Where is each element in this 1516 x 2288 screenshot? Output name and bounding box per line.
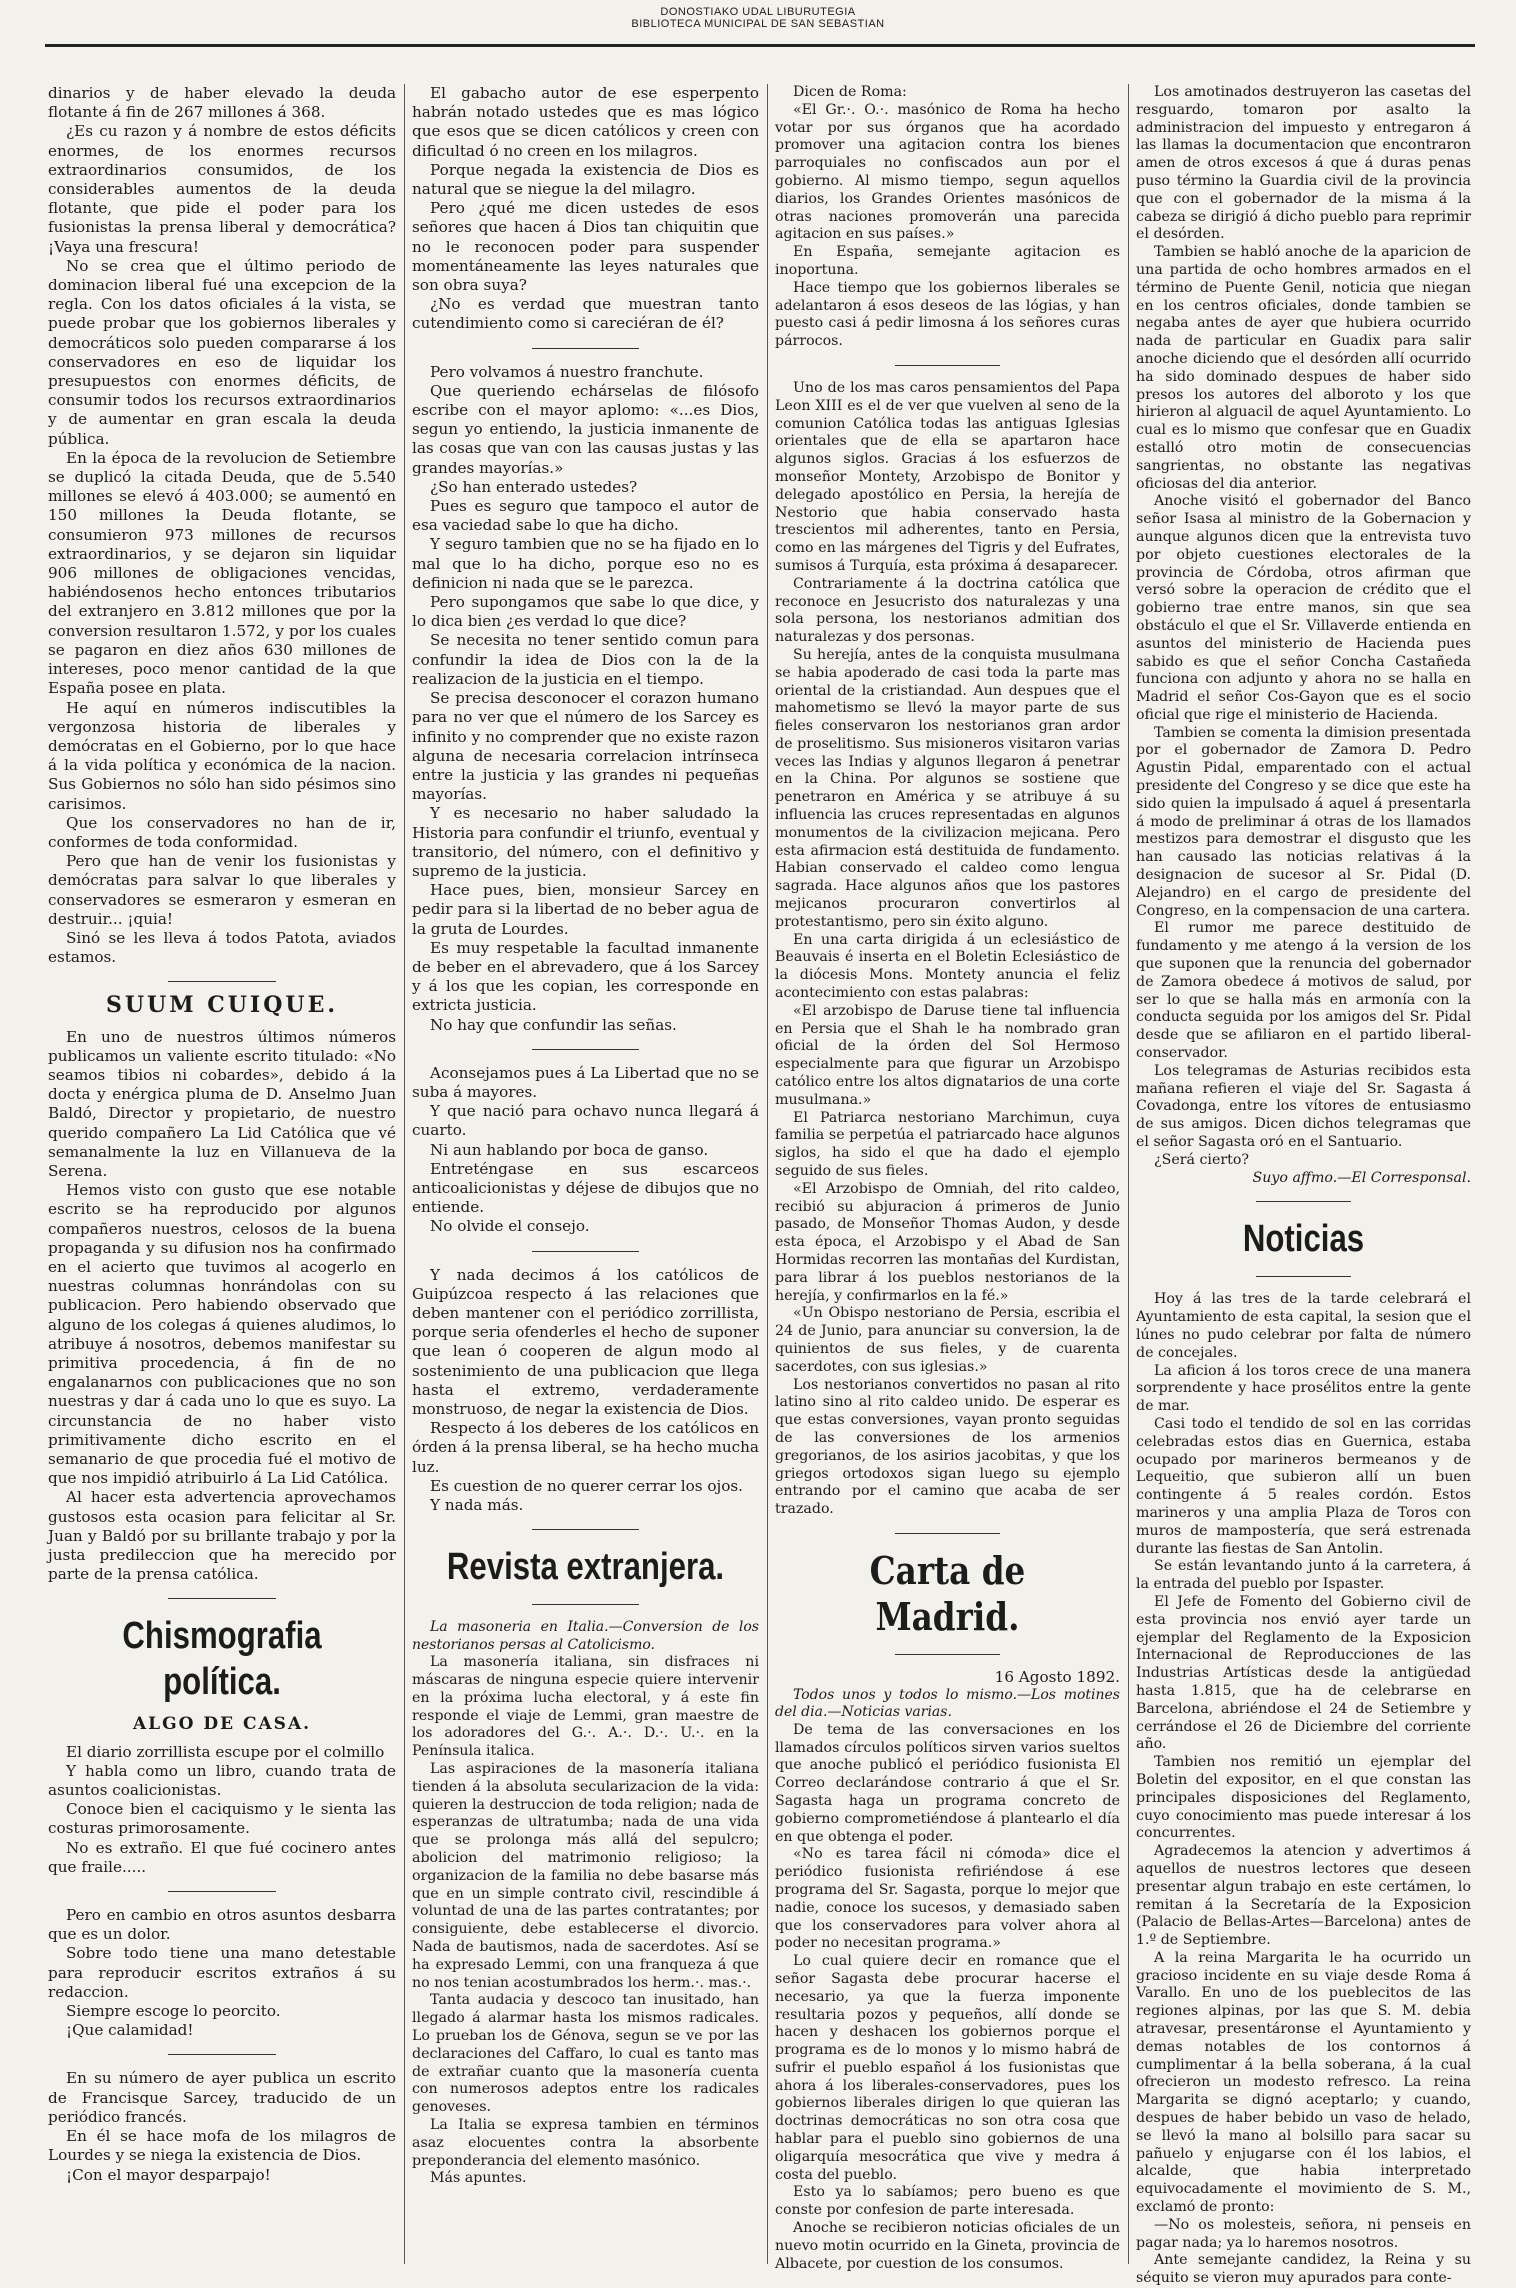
column-3 (775, 84, 1120, 2272)
paragraph: Contrariamente á la doctrina católica que reconoce en Jesucristo dos naturalezas y una sola persona, los nestorianos admitian dos naturalezas y dos personas. (775, 575, 1120, 646)
paragraph: Sobre todo tiene una mano detestable para reproducir escritos extraños á su redaccion. (48, 1944, 396, 2001)
paragraph: Hace pues, bien, monsieur Sarcey en pedir para si la libertad de no beber agua de la gruta de Lourdes. (412, 881, 759, 938)
column-divider (767, 84, 768, 2264)
library-name-spanish: BIBLIOTECA MUNICIPAL DE SAN SEBASTIAN (631, 18, 885, 30)
paragraph: Pero volvamos á nuestro franchute. (430, 362, 704, 381)
paragraph: El diario zorrillista escupe por el colmillo (66, 1742, 385, 1761)
paragraph: No se crea que el último periodo de dominacion liberal fué una excepcion de la regla. Con los datos oficiales á la vista, se puede probar que los gobiernos liberales y democráticos solo pueden compararse á los conservadores en eso de liquidar los presupuestos con enormes déficits, de consumir todos los recursos extraordinarios y de aumentar en gran escala la deuda pública. (48, 256, 396, 448)
paragraph: De tema de las conversaciones en los llamados círculos políticos sirven varios sueltos que anoche publicó el periódico fusionista El Correo declarándose contrario á que el Sr. Sagasta haga un programa concreto de gobierno comprometiéndose á plantearlo el día en que obtenga el poder. (775, 1721, 1120, 1845)
paragraph: La aficion á los toros crece de una manera sorprendente y hace prosélitos entre la gente de mar. (1136, 1362, 1471, 1415)
paragraph: Aconsejamos pues á La Libertad que no se suba á mayores. (412, 1063, 759, 1101)
separator (532, 348, 639, 349)
paragraph: En una carta dirigida á un eclesiástico de Beauvais é inserta en el Boletin Eclesiástico de la diócesis Mons. Montety anuncia el feliz acontecimiento con estas palabras: (775, 931, 1120, 1002)
paragraph: Siempre escoge lo peorcito. (66, 2002, 281, 2021)
paragraph: ¿Es cu razon y á nombre de estos déficits enormes, de los enormes recursos extraordinarios consumidos, de los considerables aumentos de la deuda flotante, que pide el poder para los fusionistas la prensa liberal y democrática? ¡Vaya una frescura! (48, 122, 396, 256)
top-rule (45, 44, 1475, 47)
separator (168, 2054, 276, 2055)
paragraph: Conoce bien el caciquismo y le sienta las costuras primorosamente. (48, 1800, 396, 1838)
paragraph: Casi todo el tendido de sol en las corridas celebradas estos dias en Guernica, estaba ocupado por marineros bermeanos y de Lequeitio, que subieron allí un buen contingente á 5 reales cordón. Estos marineros y una amplia Plaza de Toros con muros de mampostería, que será estrenada durante las fiestas de San Antolin. (1136, 1415, 1471, 1557)
paragraph: Y seguro tambien que no se ha fijado en lo mal que lo ha dicho, porque eso no es definicion ni nada que se le parezca. (412, 535, 759, 592)
paragraph: Pero ¿qué me dicen ustedes de esos señores que hacen á Dios tan chiquitin que no le reconocen poder para suspender momentáneamente las leyes naturales que son obra suya? (412, 199, 759, 295)
paragraph: En él se hace mofa de los milagros de Lourdes y se niega la existencia de Dios. (48, 2127, 396, 2165)
paragraph: No olvide el consejo. (430, 1217, 590, 1236)
paragraph: Hoy á las tres de la tarde celebrará el Ayuntamiento de esta capital, la sesion que el lúnes no pudo celebrar por falta de número de concejales. (1136, 1291, 1471, 1361)
paragraph: Dicen de Roma: (793, 84, 907, 100)
paragraph: «No es tarea fácil ni cómoda» dice el periódico fusionista refiriéndose á ese programa del Sr. Sagasta, porque lo mejor que nadie, conoce los sucesos, y demasiado saben que los conservadores para volver ahora al poder no necesitan programa.» (775, 1846, 1120, 1952)
separator (168, 1598, 276, 1599)
paragraph: Que los conservadores no han de ir, conformes de toda conformidad. (48, 813, 396, 851)
paragraph: Los amotinados destruyeron las casetas del resguardo, tomaron por asalto la administracion del impuesto y entregaron á las llamas la documentacion que encontraron amen de otros excesos á que á duras penas puso término la Guardia civil de la provincia que con el gobernador de la misma á la cabeza se dirigió á dicho pueblo para reprimir el desórden. (1136, 84, 1471, 243)
separator (1256, 1276, 1351, 1277)
column-divider (1128, 84, 1129, 2264)
paragraph: En la época de la revolucion de Setiembre se duplicó la citada Deuda, que de 5.540 millones se elevó á 403.000; se aumentó en 150 millones la Deuda flotante, se consumieron 973 millones de recursos extraordinarios, y se dejaron sin liquidar 906 millones de obligaciones vencidas, habiéndosenos hecho entonces tributarios del extranjero en 3.812 millones que por la conversion resultaron 1.572, y por los cuales se pagaron en diez años 630 millones de intereses, poco menor cantidad de la que España posee en plata. (48, 448, 396, 698)
article-summary: La masoneria en Italia.—Conversion de los nestorianos persas al Catolicismo. (412, 1619, 759, 1653)
paragraph: Los nestorianos convertidos no pasan al rito latino sino al rito caldeo unido. De esperar es que estas conversiones, vayan pronto seguidas de las conversiones de los armenios gregorianos, de los asirios jacobitas, y que los griegos ortodoxos sigan luego su ejemplo entrando por el camino que acaba de ser trazado. (775, 1376, 1120, 1518)
dateline: 16 Agosto 1892. (994, 1667, 1120, 1686)
paragraph: Lo cual quiere decir en romance que el señor Sagasta debe procurar hacerse el necesario, ya que la fuerza imponente resultaria pozos y pequeños, allí donde se hacen y deshacen los gobiernos porque el programa es de lo monos y lo mismo habrá de sufrir el pueblo español á los fusionistas que ahora á los liberales-conservadores, pues los gobiernos liberales dirigen lo que quieran las doctrinas democráticas no son otra cosa que hablar para el pueblo sino gobiernos de una oligarquía mesocrática que vive y medra á costa del pueblo. (775, 1953, 1120, 2183)
paragraph: No hay que confundir las señas. (430, 1015, 677, 1034)
paragraph: Pero que han de venir los fusionistas y demócratas para salvar lo que liberales y conservadores se esmeraron y esmeran en destruir... ¡quia! (48, 852, 396, 928)
paragraph: Y es necesario no haber saludado la Historia para confundir el triunfo, eventual y transitorio, del número, con el definitivo y supremo de la justicia. (412, 804, 759, 880)
paragraph: Hemos visto con gusto que ese notable escrito se ha reproducido por algunos compañeros nuestros, celosos de la buena propaganda y su difusion nos ha confirmado en el acierto que tuvimos al acogerlo en nuestras columnas honrándolas con su publicacion. Pero habiendo observado que alguno de los colegas á quienes aludimos, lo atribuye á nosotros, debemos manifestar su primitiva procedencia, á fin de no engalanarnos con publicaciones que no son nuestras y dar á cada uno lo que es suyo. La circunstancia de no haber visto primitivamente dicho escrito en el semanario de que procedia fué el motivo de que nos impidió atribuirlo á La Lid Católica. (48, 1181, 396, 1488)
separator (532, 1049, 639, 1050)
paragraph: Se están levantando junto á la carretera, á la entrada del pueblo por Ispaster. (1136, 1558, 1471, 1593)
paragraph: Y que nació para ochavo nunca llegará á cuarto. (412, 1102, 759, 1140)
paragraph: Y nada más. (430, 1496, 524, 1515)
paragraph: «Un Obispo nestoriano de Persia, escribia el 24 de Junio, para anunciar su conversion, la de quinientos de sus fieles, y de cuarenta sacerdotes, con sus iglesias.» (775, 1305, 1120, 1375)
separator (895, 365, 1000, 366)
column-4 (1136, 84, 1471, 2287)
paragraph: No es extraño. El que fué cocinero antes que fraile..... (48, 1838, 396, 1876)
separator (532, 1604, 639, 1605)
paragraph: La Italia se expresa tambien en términos asaz elocuentes contra la absorbente preponderancia del elemento masónico. (412, 2116, 759, 2169)
paragraph: ¿So han enterado ustedes? (430, 477, 638, 496)
paragraph: A la reina Margarita le ha ocurrido un gracioso incidente en su viaje desde Roma á Varallo. En uno de los pueblecitos de las regiones alpinas, por las que S. M. debia atravesar, presentáronse el Ayuntamiento y demas notables de los contornos á cumplimentar á la bella soberana, á la cual ofrecieron un modesto refresco. La reina Margarita se dignó aceptarlo; y cuando, despues de haber bebido un vaso de helado, se llevó la mano al bolsillo para sacar su pañuelo y enjugarse con él los labios, el alcalde, que habia interpretado equivocadamente el movimiento de S. M., exclamó de pronto: (1136, 1949, 1471, 2216)
paragraph: Los telegramas de Asturias recibidos esta mañana refieren el viaje del Sr. Sagasta á Covadonga, entre los vítores de entusiasmo de sus amigos. Dicen dichos telegramas que el señor Sagasta oró en el Santuario. (1136, 1062, 1471, 1151)
paragraph: «El arzobispo de Daruse tiene tal influencia en Persia que el Shah le ha nombrado gran oficial de la órden del Sol Hermoso especialmente para que figurar un Arzobispo católico entre los altos dignatarios de una corte musulmana.» (775, 1002, 1120, 1108)
column-1 (48, 84, 396, 2264)
section-title-suum-cuique: SUUM CUIQUE. (105, 992, 339, 1019)
paragraph: Agradecemos la atencion y advertimos á aquellos de nuestros lectores que deseen presentar algun trabajo en este certámen, lo remitan á la Secretaría de la Exposicion (Palacio de Bellas-Artes—Barcelona) antes de 1.º de Septiembre. (1136, 1843, 1471, 1949)
paragraph: Su herejía, antes de la conquista musulmana se habia apoderado de casi toda la parte mas oriental de la cristiandad. Aun despues que el mahometismo se llevó la mayor parte de sus fieles conservaron los nestorianos gran ardor de proselitismo. Sus misioneros visitaron varias veces las Indias y algunos llegaron á penetrar en la China. Por algunos se sostiene que penetraron en América y se atribuye á su influencia las cruces representadas en algunos monumentos de la civilizacion mejicana. Pero esta afirmacion está destituida de fundamento. Habian conservado el caldeo como lengua sagrada. Hace algunos años que los pastores mejicanos procuraron convertirlos al protestantismo, pero sin éxito alguno. (775, 646, 1120, 930)
separator (168, 981, 276, 982)
section-title-noticias: Noticias (1242, 1218, 1365, 1261)
library-name-basque: DONOSTIAKO UDAL LIBURUTEGIA (660, 6, 856, 18)
separator (895, 1533, 1000, 1534)
section-title-carta-de-madrid: Carta de Madrid. (869, 1547, 1026, 1639)
paragraph: Pues es seguro que tampoco el autor de esa vaciedad sabe lo que ha dicho. (412, 497, 759, 535)
paragraph: Entreténgase en sus escarceos anticoalicionistas y déjese de dibujos que no entiende. (412, 1159, 759, 1217)
paragraph: El gabacho autor de ese esperpento habrán notado ustedes que es mas lógico que esos que se dicen católicos y creen con dificultad ó no creen en los milagros. (412, 84, 759, 160)
paragraph: Tambien se habló anoche de la aparicion de una partida de ocho hombres armados en el término de Puente Genil, noticia que niegan en los centros oficiales, donde tambien se negaba antes de ayer que hubiera ocurrido nada de particular en Guadix para salir anoche diciendo que el desórden allí ocurrido ha sido dominado despues de haber sido presos los autores del alboroto y los que hirieron al alguacil de aquel Ayuntamiento. Lo cual es lo mismo que confesar que en Guadix estalló otro motin de consecuencias sangrientas, no obstante las negativas oficiosas del dia anterior. (1136, 244, 1471, 492)
separator (1256, 1201, 1351, 1202)
paragraph: Sinó se les lleva á todos Patota, aviados estamos. (48, 928, 396, 967)
separator (168, 1891, 276, 1892)
paragraph: He aquí en números indiscutibles la vergonzosa historia de liberales y demócratas en el Gobierno, por lo que hace á la vida política y económica de la nacion. Sus Gobiernos no sólo han sido pésimos sino carisimos. (48, 698, 396, 813)
paragraph: Se necesita no tener sentido comun para confundir la idea de Dios con la de la realizacion de la justicia en el tiempo. (412, 631, 759, 688)
paragraph: «El Arzobispo de Omniah, del rito caldeo, recibió su abjuracion á primeros de Junio pasado, de Monseñor Thomas Audon, y desde esta época, el Arzobispo y el Abad de San Hormidas recorren las montañas del Kurdistan, para librar á los pueblos nestorianos de la herejía, y confirmarlos en la fé.» (775, 1180, 1120, 1304)
separator (895, 1654, 1000, 1655)
separator (532, 1251, 639, 1252)
paragraph: Más apuntes. (430, 2170, 527, 2187)
paragraph: El rumor me parece destituido de fundamento y me atengo á la version de los que suponen que la renuncia del gobernador de Zamora obedece á motivos de salud, por ser lo que se halla más en armonía con la conducta seguida por los amigos del Sr. Pidal desde que se afiliaron en el partido liberal-conservador. (1136, 920, 1471, 1062)
paragraph: Respecto á los deberes de los católicos en órden á la prensa liberal, se ha hecho mucha luz. (412, 1419, 759, 1476)
paragraph: El Jefe de Fomento del Gobierno civil de esta provincia nos envió ayer tarde un ejemplar del Reglamento de la Exposicion Internacional de Reproducciones de las Industrias Artísticas desde la antigüedad hasta 1.815, que ha de celebrarse en Barcelona, abriéndose el 24 de Setiembre y cerrándose el 26 de Diciembre del corriente año. (1136, 1593, 1471, 1753)
section-title-chismografia: Chismografia política. (122, 1615, 322, 1704)
paragraph: La masonería italiana, sin disfraces ni máscaras de ninguna especie quiere intervenir en la próxima lucha electoral, y á este fin responde el viaje de Lemmi, gran maestre de los adoradores del G.·. A.·. D.·. U.·. en la Península italica. (412, 1654, 759, 1760)
paragraph: Y nada decimos á los católicos de Guipúzcoa respecto á las relaciones que deben mantener con el periódico zorrillista, porque seria ofenderles el hecho de suponer que lean ó cooperen de algun modo al sostenimiento de una publicacion que llega hasta el extremo, verdaderamente monstruoso, de negar la existencia de Dios. (412, 1265, 759, 1418)
paragraph: ¡Que calamidad! (66, 2021, 194, 2040)
paragraph: Es cuestion de no querer cerrar los ojos. (430, 1476, 744, 1495)
subsection-title-algo-de-casa: ALGO DE CASA. (132, 1714, 312, 1735)
paragraph: En su número de ayer publica un escrito de Francisque Sarcey, traducido de un periódico francés. (48, 2069, 396, 2126)
column-divider (404, 84, 405, 2264)
paragraph: Hace tiempo que los gobiernos liberales se adelantaron á esos deseos de las lógias, y han puesto casi á pedir limosna á los señores curas párrocos. (775, 279, 1120, 350)
paragraph: ¿Será cierto? (1154, 1151, 1249, 1168)
section-title-revista-extranjera: Revista extranjera. (446, 1546, 725, 1589)
paragraph: Anoche se recibieron noticias oficiales de un nuevo motin ocurrido en la Gineta, provincia de Albacete, por cuestion de los consumos. (775, 2220, 1120, 2272)
paragraph: Tanta audacia y descoco tan inusitado, han llegado á alarmar hasta los mismos radicales. Lo prueban los de Génova, segun se ve por las declaraciones del Caffaro, lo cual es tanto mas de extrañar cuanto que la masonería cuenta con numerosos adeptos entre los radicales genoveses. (412, 1992, 759, 2116)
paragraph: En España, semejante agitacion es inoportuna. (775, 244, 1120, 278)
paragraph: —No os molesteis, señora, ni penseis en pagar nada; ya lo haremos nosotros. (1136, 2216, 1471, 2251)
paragraph: Uno de los mas caros pensamientos del Papa Leon XIII es el de ver que vuelven al seno de la comunion Católica todas las antiguas Iglesias orientales que de ella se apartaron hace algunos siglos. Gracias á los esfuerzos de monseñor Montety, Arzobispo de Bonitor y delegado apostólico en Persia, la herejía de Nestorio que habia conservado hasta trescientos mil adherentes, tanto en Persia, como en las márgenes del Tigris y del Eufrates, sumisos á Turquía, esta próxima á desaparecer. (775, 379, 1120, 574)
paragraph: Esto ya lo sabíamos; pero bueno es que conste por confesion de parte interesada. (775, 2184, 1120, 2219)
paragraph: Al hacer esta advertencia aprovechamos gustosos esta ocasion para felicitar al Sr. Juan y Baldó por su brillante trabajo y por la justa predileccion que ha merecido por parte de la prensa católica. (48, 1488, 396, 1584)
paragraph: Que queriendo echárselas de filósofo escribe con el mayor aplomo: «...es Dios, segun yo entiendo, la justicia inmanente de las cosas que van con las causas justas y las grandes mayorías.» (412, 381, 759, 477)
paragraph: «El Gr.·. O.·. masónico de Roma ha hecho votar por sus órganos que ha acordado promover una agitacion contra los bienes parroquiales no confiscados aun por el gobierno. Al mismo tiempo, segun aquellos diarios, los Grandes Orientes masónicos de otras naciones promoverán una parecida agitacion en sus países.» (775, 101, 1120, 243)
paragraph: Tambien nos remitió un ejemplar del Boletin del expositor, en el que constan las principales disposiciones del Reglamento, cuyo conocimiento mas puede interesar á los concurrentes. (1136, 1754, 1471, 1842)
paragraph: Tambien se comenta la dimision presentada por el gobernador de Zamora D. Pedro Agustin Pidal, emparentado con el actual presidente del Congreso y se dice que este ha sido quien la impulsado á aquel á presentarla á modo de preliminar á otras de los llamados mestizos para demostrar el disgusto que les han causado las noticias relativas á la designacion de sucesor al Sr. Pidal (D. Alejandro) en el cargo de presidente del Congreso, en la compensacion de una cartera. (1136, 724, 1471, 919)
paragraph: Anoche visitó el gobernador del Banco señor Isasa al ministro de la Gobernacion y aunque algunos dicen que la entrevista tuvo por objeto cuestiones electorales de la provincia de Córdoba, otros afirman que versó sobre la operacion de crédito que el gobierno trae entre manos, sin que sea obstáculo el que el Sr. Villaverde entienda en asuntos del ministerio de Hacienda pues sabido es que el señor Concha Castañeda funciona con adjunto y ahora no se halla en Madrid el señor Cos-Gayon que es el socio oficial que rige el ministerio de Hacienda. (1136, 493, 1471, 723)
paragraph: El Patriarca nestoriano Marchimun, cuya familia se perpetúa el patriarcado hace algunos siglos, ha sido el que ha dado el ejemplo seguido de sus fieles. (775, 1109, 1120, 1180)
separator (532, 1529, 639, 1530)
column-2 (412, 84, 759, 2264)
paragraph: Las aspiraciones de la masonería italiana tienden á la absoluta secularizacion de la vida: quieren la destruccion de toda religion; nada de esperanzas de ultratumba; nada de una vida que se prolonga más allá del sepulcro; abolicion del matrimonio religioso; la organizacion de la familia no debe basarse más que en un simple contrato civil, rescindible á voluntad de una de las partes contratantes; por consiguiente, debe establecerse el divorcio. Nada de bautismos, nada de sacerdotes. Así se ha expresado Lemmi, con una franqueza á que no nos tenian acostumbrados los herm.·. mas.·. (412, 1761, 759, 1991)
paragraph: Y habla como un libro, cuando trata de asuntos coalicionistas. (48, 1761, 396, 1800)
paragraph: Se precisa desconocer el corazon humano para no ver que el número de los Sarcey es infinito y no comprender que no existe razon alguna de necesaria correlacion intrínseca entre la justicia y las grandes ni pequeñas mayorías. (412, 689, 759, 804)
paragraph: Porque negada la existencia de Dios es natural que se niegue la del milagro. (412, 160, 759, 199)
article-summary: Todos unos y todos lo mismo.—Los motines del dia.—Noticias varias. (775, 1686, 1120, 1721)
paragraph: Ni aun hablando por boca de ganso. (430, 1140, 709, 1159)
paragraph: Es muy respetable la facultad inmanente de beber en el abrevadero, que á los Sarcey y á los que les copian, les corresponde en extricta justicia. (412, 938, 759, 1015)
paragraph: ¿No es verdad que muestran tanto cutendimiento como si careciéran de él? (412, 295, 759, 333)
paragraph: En uno de nuestros últimos números publicamos un valiente escrito titulado: «No seamos tibios ni cobardes», debido á la docta y enérgica pluma de D. Anselmo Juan Baldó, Director y propietario, de nuestro querido compañero La Lid Católica que vé semanalmente la luz en Villanueva de la Serena. (48, 1027, 396, 1180)
page-header (0, 6, 1516, 30)
signature: Suyo affmo.—El Corresponsal. (1252, 1169, 1471, 1186)
paragraph: dinarios y de haber elevado la deuda flotante á fin de 267 millones á 368. (48, 84, 396, 122)
paragraph: Pero en cambio en otros asuntos desbarra que es un dolor. (48, 1906, 396, 1944)
paragraph: Ante semejante candidez, la Reina y su séquito se vieron muy apurados para conte- (1136, 2252, 1471, 2287)
paragraph: Pero supongamos que sabe lo que dice, y lo dica bien ¿es verdad lo que dice? (412, 593, 759, 631)
paragraph: ¡Con el mayor desparpajo! (66, 2165, 271, 2184)
